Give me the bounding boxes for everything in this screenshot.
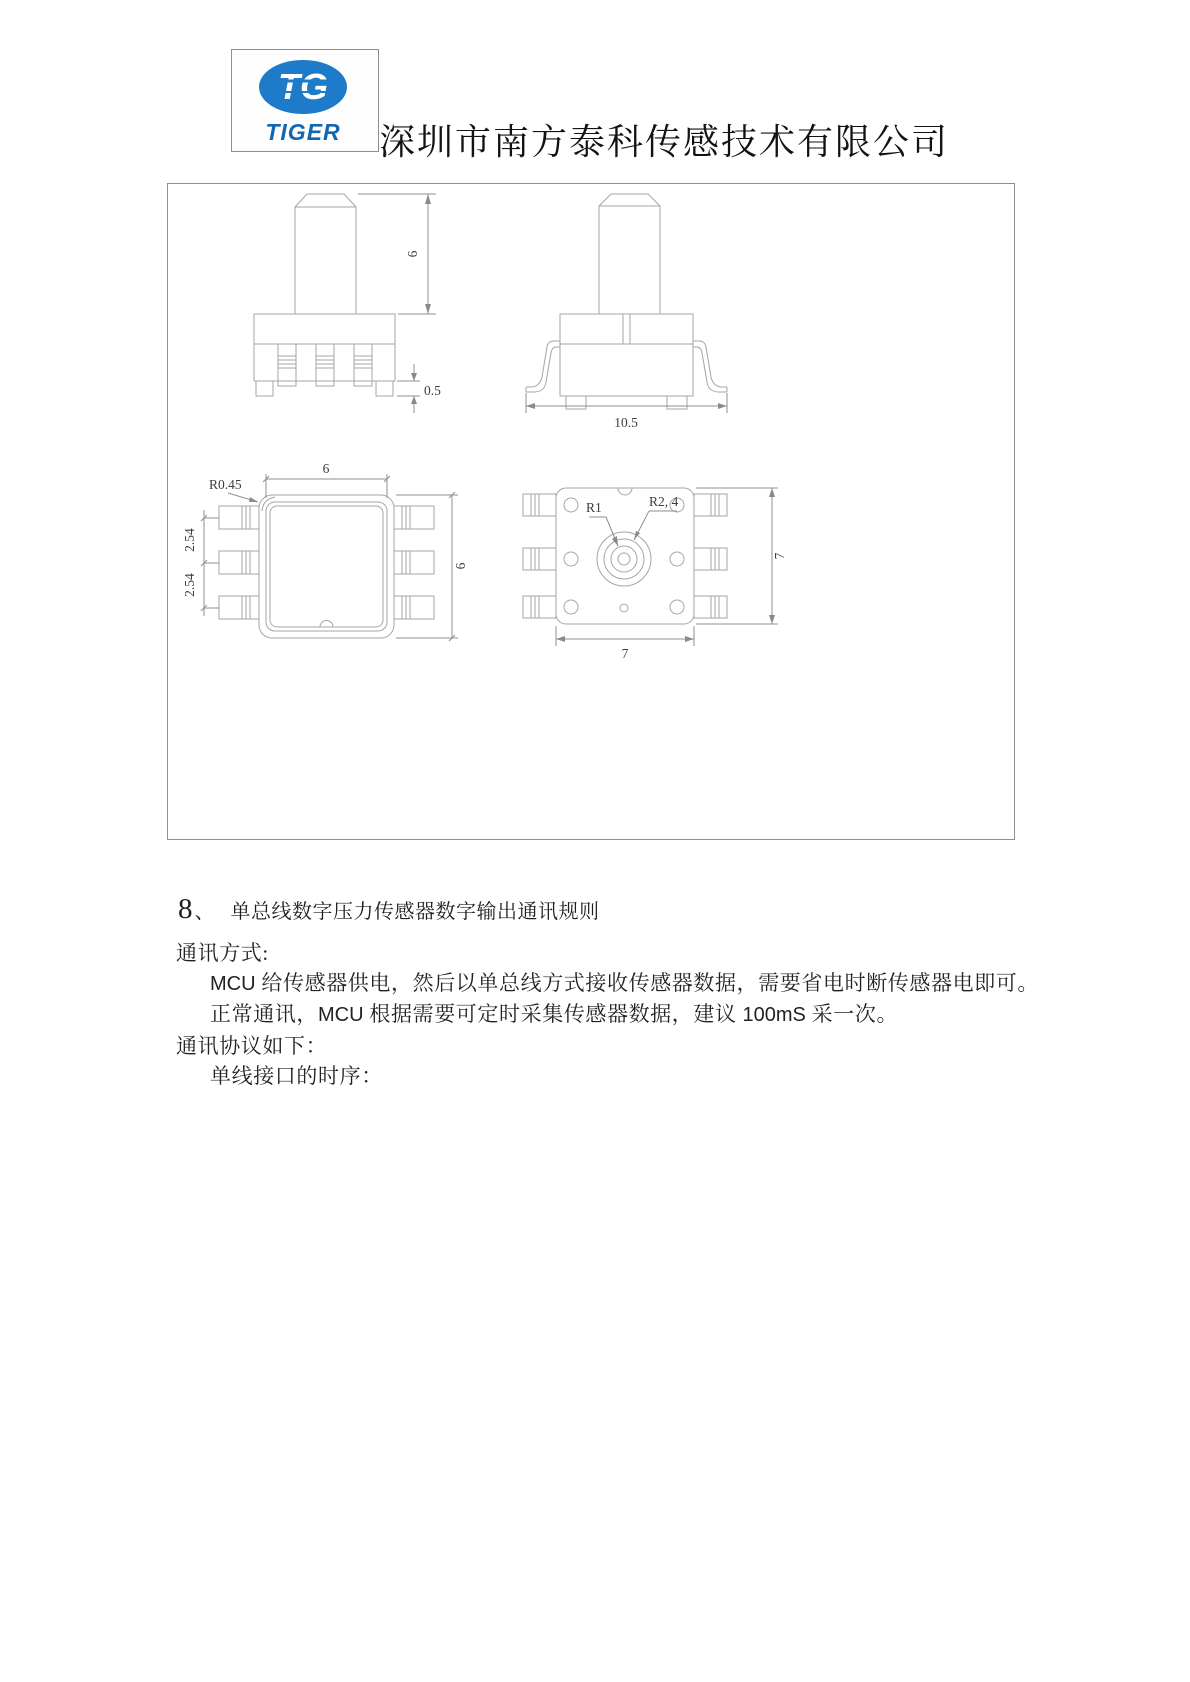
bottom-view — [523, 488, 787, 661]
front-standoff-dim-label: 0.5 — [424, 383, 441, 398]
top-corner-radius-label: R0.45 — [209, 477, 242, 492]
front-height-dim-label: 6 — [405, 250, 420, 258]
bottom-port-inner-radius-label: R1 — [586, 500, 602, 515]
tiger-logo-icon — [232, 50, 376, 149]
mcu-text: MCU — [318, 1004, 364, 1026]
section-delimiter: 、 — [194, 901, 215, 923]
top-pitch-lower-dim-label: 2.54 — [182, 573, 197, 597]
interval-text: 100mS — [742, 1004, 806, 1026]
bottom-height-dim-label: 7 — [772, 552, 787, 560]
bottom-width-dim-label: 7 — [621, 646, 629, 661]
comm-method-paragraph-2 — [210, 1002, 898, 1027]
paragraph-text: 正常通讯， — [210, 1002, 318, 1026]
side-view — [526, 194, 727, 430]
timing-label: 单线接口的时序： — [210, 1064, 383, 1088]
comm-method-paragraph-1 — [210, 971, 1039, 996]
protocol-label: 通讯协议如下： — [176, 1034, 328, 1058]
front-view — [254, 194, 441, 413]
paragraph-text: 采一次。 — [805, 1002, 899, 1026]
mcu-text: MCU — [210, 973, 256, 995]
section-title: 单总线数字压力传感器数字输出通讯规则 — [230, 901, 600, 923]
paragraph-text: 根据需要可定时采集传感器数据，建议 — [363, 1002, 743, 1026]
bottom-port-outer-radius-label: R2, 4 — [649, 494, 679, 509]
comm-method-label: 通讯方式: — [176, 941, 269, 965]
top-pitch-upper-dim-label: 2.54 — [182, 528, 197, 552]
side-width-dim-label: 10.5 — [614, 415, 638, 430]
top-height-dim-label: 6 — [453, 562, 468, 570]
logo-brand-text: TIGER — [265, 119, 341, 145]
section-number: 8 — [178, 893, 193, 925]
package-drawing-box — [167, 183, 1015, 840]
logo-monogram: TG — [278, 66, 328, 107]
top-view — [182, 461, 468, 641]
section-8-heading — [178, 893, 600, 926]
company-logo — [231, 49, 379, 152]
sensor-package-drawing — [168, 184, 1014, 839]
top-width-dim-label: 6 — [322, 461, 330, 476]
company-name: 深圳市南方泰科传感技术有限公司 — [379, 122, 950, 162]
paragraph-text: 给传感器供电，然后以单总线方式接收传感器数据，需要省电时断传感器电即可。 — [255, 971, 1039, 995]
